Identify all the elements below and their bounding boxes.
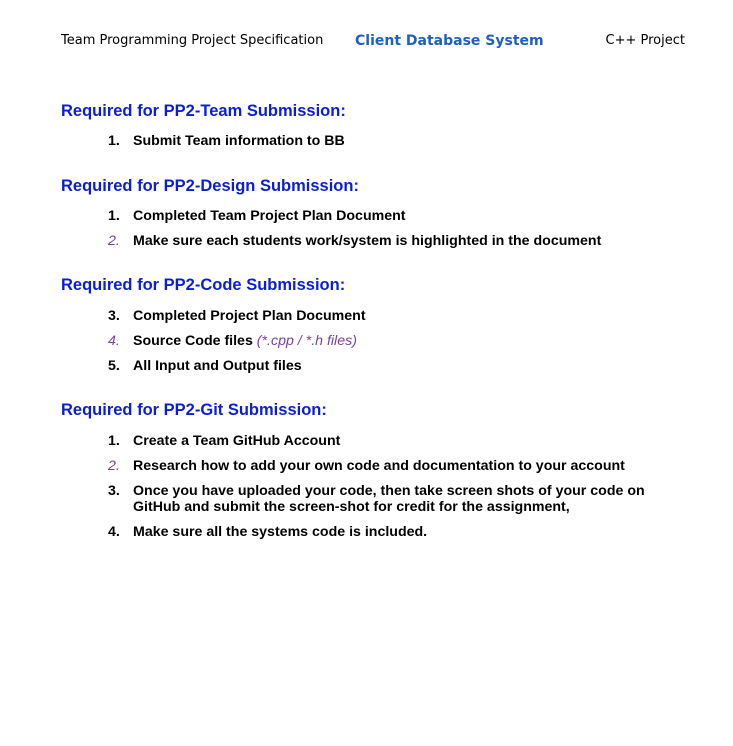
- list-item-number: 2.: [108, 233, 120, 249]
- section-team-title: Required for PP2-Team Submission:: [61, 102, 346, 120]
- list-item-number: 5.: [108, 358, 120, 374]
- section-design-title: Required for PP2-Design Submission:: [61, 177, 359, 195]
- list-item-text: Completed Project Plan Document: [133, 308, 366, 324]
- list-item-text: Once you have uploaded your code, then take screen shots of your code on: [133, 483, 645, 499]
- list-item-number: 2.: [108, 458, 120, 474]
- list-item-text: Make sure all the systems code is included.: [133, 524, 428, 540]
- file-extensions-note: (*.cpp / *.h files): [256, 333, 357, 349]
- section-code-title: Required for PP2-Code Submission:: [61, 276, 346, 294]
- list-item-number: 1.: [108, 208, 120, 224]
- list-item-number: 1.: [108, 133, 120, 149]
- list-item-number: 4.: [108, 333, 120, 349]
- list-item-text: Submit Team information to BB: [133, 133, 345, 149]
- list-item-text: Make sure each students work/system is highlighted in the document: [133, 233, 602, 249]
- list-item-text-line2: GitHub and submit the screen-shot for credit for the assignment,: [133, 499, 570, 515]
- section-git-title: Required for PP2-Git Submission:: [61, 401, 327, 419]
- list-item-number: 4.: [108, 524, 120, 540]
- list-item-number: 3.: [108, 308, 120, 324]
- list-item-number: 3.: [108, 483, 120, 499]
- list-item-text: All Input and Output files: [133, 358, 302, 374]
- list-item-text: Source Code files: [133, 333, 257, 349]
- list-item-text: Research how to add your own code and documentation to your account: [133, 458, 625, 474]
- list-item-number: 1.: [108, 433, 120, 449]
- list-item-text-wrapper: [133, 333, 357, 349]
- header-center-title: Client Database System: [355, 33, 544, 49]
- header-right-title: C++ Project: [605, 33, 685, 48]
- header-left-title: Team Programming Project Specification: [61, 33, 324, 48]
- list-item-text: Completed Team Project Plan Document: [133, 208, 406, 224]
- list-item-text: Create a Team GitHub Account: [133, 433, 341, 449]
